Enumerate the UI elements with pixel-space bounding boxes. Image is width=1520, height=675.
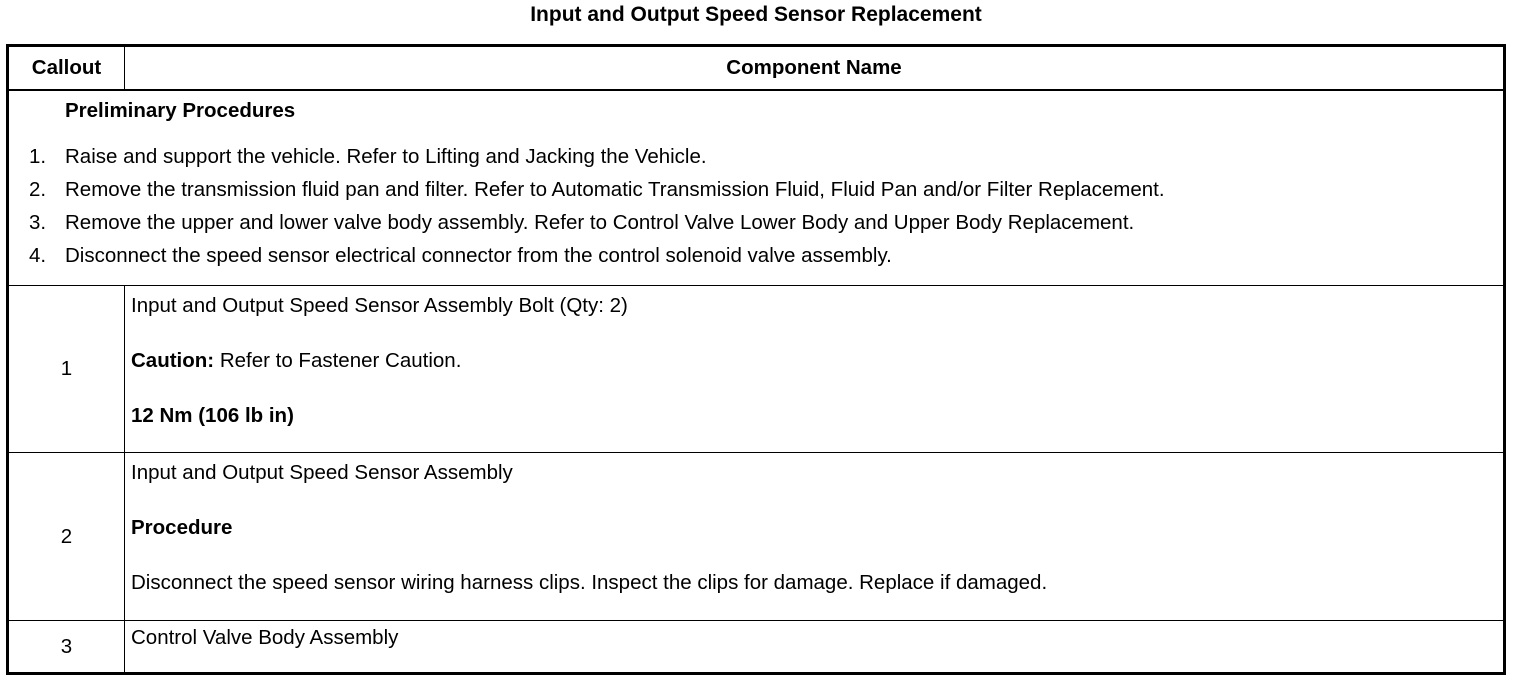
step-number: 1. (29, 145, 47, 168)
torque-spec: 12 Nm (106 lb in) (131, 404, 294, 427)
step-number: 3. (29, 211, 47, 234)
table-header-row (8, 46, 1505, 91)
component-cell (125, 286, 1505, 453)
callout-number: 2 (8, 453, 125, 621)
list-item (29, 173, 1503, 206)
procedure-label: Procedure (131, 516, 233, 539)
step-text: Remove the upper and lower valve body assembly. Refer to Control Valve Lower Body and Upper Body Replacement. (65, 211, 1135, 234)
step-text: Remove the transmission fluid pan and filter. Refer to Automatic Transmission Fluid, Fluid Pan and/or Filter Replacement. (65, 178, 1165, 201)
preliminary-heading: Preliminary Procedures (65, 99, 296, 122)
header-callout: Callout (8, 46, 125, 91)
list-item (29, 239, 1503, 272)
component-cell (125, 453, 1505, 621)
table-row (8, 453, 1505, 621)
step-text: Raise and support the vehicle. Refer to Lifting and Jacking the Vehicle. (65, 145, 707, 168)
procedure-text: Disconnect the speed sensor wiring harness clips. Inspect the clips for damage. Replace if damaged. (131, 571, 1048, 594)
caution-text: Refer to Fastener Caution. (214, 349, 462, 372)
list-item (29, 140, 1503, 173)
preliminary-row (8, 90, 1505, 286)
step-number: 2. (29, 178, 47, 201)
component-name: Input and Output Speed Sensor Assembly Bolt (Qty: 2) (131, 294, 628, 317)
list-item (29, 206, 1503, 239)
component-cell (125, 621, 1505, 674)
step-number: 4. (29, 244, 47, 267)
header-component-name: Component Name (125, 46, 1505, 91)
table-row (8, 621, 1505, 674)
preliminary-steps (29, 140, 1503, 272)
preliminary-procedures (8, 90, 1505, 286)
component-name: Control Valve Body Assembly (131, 626, 399, 649)
caution-label: Caution: (131, 349, 215, 372)
callout-number: 1 (8, 286, 125, 453)
document-title: Input and Output Speed Sensor Replacement (530, 3, 982, 26)
component-name: Input and Output Speed Sensor Assembly (131, 461, 513, 484)
procedure-table (6, 44, 1506, 675)
table-row (8, 286, 1505, 453)
callout-number: 3 (8, 621, 125, 674)
step-text: Disconnect the speed sensor electrical connector from the control solenoid valve assembly. (65, 244, 892, 267)
caution-note (131, 348, 1497, 374)
